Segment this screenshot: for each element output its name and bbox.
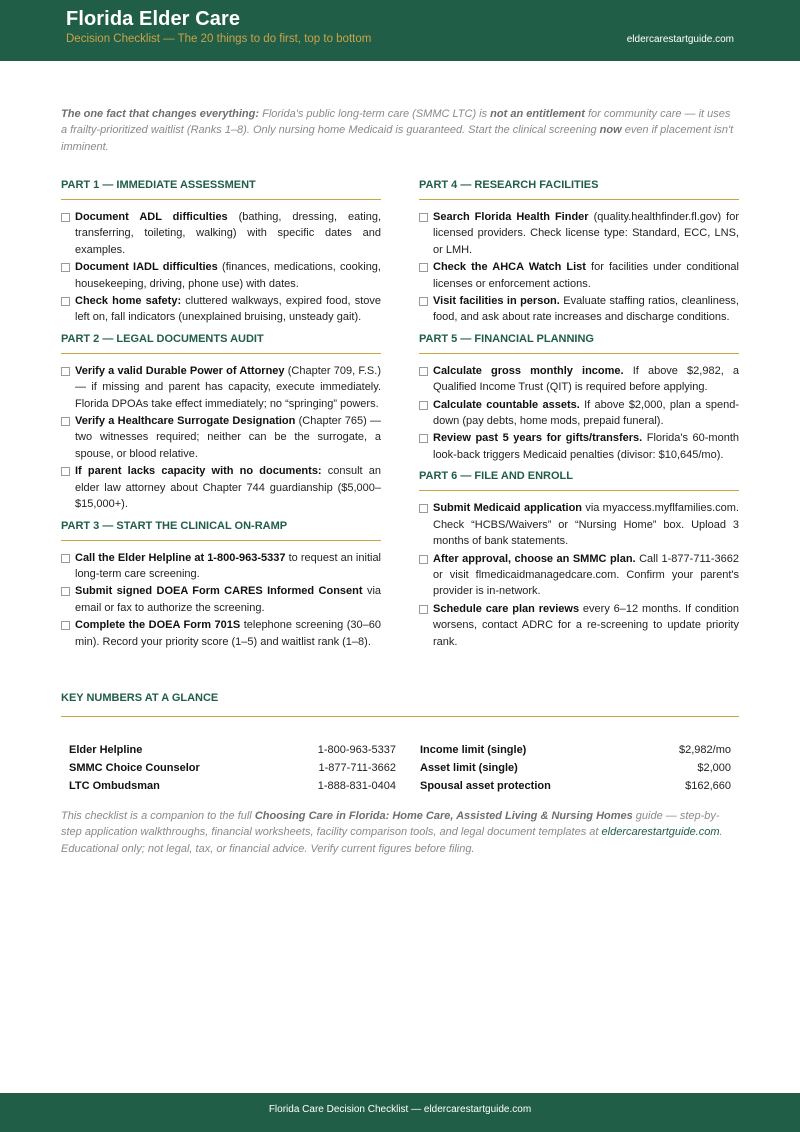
- checkbox-icon[interactable]: [419, 367, 428, 376]
- key-label: Elder Helpline: [69, 744, 143, 756]
- item-bold: Search Florida Health Finder: [433, 211, 589, 223]
- key-value: $162,660: [685, 780, 731, 792]
- item-bold: Calculate countable assets.: [433, 398, 580, 411]
- part-title: PART 2 — LEGAL DOCUMENTS AUDIT: [61, 331, 381, 354]
- checkbox-icon[interactable]: [61, 417, 70, 426]
- item-text: (Chapter 709, F.S.) — if missing and parent has capacity, execute immediately. Florida DPOAs take effect immediately; no “springing” powers.: [75, 364, 381, 410]
- item-text: telephone screening (30–60 min). Record your priority score (1–5) and waitlist rank (1–8).: [75, 619, 381, 648]
- checklist-item[interactable]: [419, 397, 739, 430]
- key-value: 1-888-831-0404: [317, 780, 396, 792]
- item-text: If above $2,000, plan a spend-down (pay debts, home mods, prepaid funeral).: [433, 398, 740, 428]
- item-bold: Verify a valid Durable Power of Attorney: [75, 364, 285, 377]
- checkbox-icon[interactable]: [61, 587, 70, 596]
- key-label: LTC Ombudsman: [69, 780, 160, 792]
- key-value: $2,000: [697, 762, 731, 774]
- item-bold: After approval, choose an SMMC plan.: [433, 552, 636, 565]
- intro-text: for community care — it uses a frailty-prioritized waitlist (Ranks 1–8). Only nursing home Medicaid is guaranteed. Start the clinical screening: [61, 108, 731, 137]
- item-bold: Submit Medicaid application: [433, 502, 583, 515]
- key-label: Asset limit (single): [420, 762, 518, 774]
- footnote-text: This checklist is a companion to the full: [61, 810, 255, 822]
- footnote-text: guide — step-by-step application walkthroughs, financial worksheets, facility comparison tools, and legal document templates at: [61, 810, 720, 839]
- checkbox-icon[interactable]: [419, 555, 428, 564]
- item-bold: Call the Elder Helpline at 1-800-963-5337: [75, 551, 286, 564]
- checkbox-icon[interactable]: [61, 213, 70, 222]
- page-subtitle: Decision Checklist — The 20 things to do first, top to bottom: [66, 33, 372, 45]
- key-numbers-left-table: [69, 741, 396, 795]
- intro-lead: The one fact that changes everything:: [61, 108, 260, 120]
- part-4-section: [419, 177, 739, 326]
- checklist-item[interactable]: [419, 209, 739, 258]
- checkbox-icon[interactable]: [61, 367, 70, 376]
- footnote-paragraph: [61, 808, 739, 857]
- item-bold: Document ADL difficulties: [75, 211, 228, 223]
- item-bold: Complete the DOEA Form 701S: [75, 619, 241, 632]
- checklist-left-column: [61, 177, 381, 655]
- item-text: Call 1-877-711-3662 or visit flmedicaidmanagedcare.com. Confirm your parent's provider is in-network.: [433, 552, 739, 598]
- checkbox-icon[interactable]: [419, 401, 428, 410]
- item-bold: Calculate gross monthly income.: [433, 364, 624, 377]
- checklist-item[interactable]: [61, 363, 381, 412]
- item-text: Evaluate staffing ratios, cleanliness, food, and ask about rate increases and discharge conditions.: [433, 295, 739, 324]
- part-title: PART 1 — IMMEDIATE ASSESSMENT: [61, 177, 381, 200]
- item-text: via myaccess.myflfamilies.com. Check “HCBS/Waivers” or “Nursing Home” box. Upload 3 months of bank statements.: [433, 502, 739, 548]
- key-value: $2,982/mo: [679, 744, 731, 756]
- item-bold: Review past 5 years for gifts/transfers.: [433, 432, 643, 445]
- checklist-item[interactable]: [61, 293, 381, 326]
- item-text: If above $2,982, a Qualified Income Trust (QIT) is required before applying.: [433, 364, 739, 394]
- checklist-item[interactable]: [61, 617, 381, 650]
- item-bold: Check the AHCA Watch List: [433, 261, 586, 274]
- item-text: cluttered walkways, expired food, stove left on, fall indicators (unexplained bruising, unsteady gait).: [75, 295, 381, 324]
- checkbox-icon[interactable]: [61, 554, 70, 563]
- key-row: [69, 759, 396, 777]
- checkbox-icon[interactable]: [61, 263, 70, 272]
- checklist-item[interactable]: [419, 500, 739, 549]
- checklist-item[interactable]: [61, 583, 381, 616]
- key-label: Spousal asset protection: [420, 780, 551, 792]
- checklist-item[interactable]: [419, 601, 739, 650]
- part-title: PART 3 — START THE CLINICAL ON-RAMP: [61, 518, 381, 541]
- item-bold: If parent lacks capacity with no documents:: [75, 465, 322, 478]
- key-numbers-right-table: [420, 741, 731, 795]
- item-text: (finances, medications, cooking, housekeeping, driving, phone use) with dates.: [75, 261, 381, 290]
- header-bar: [0, 0, 800, 61]
- footer-bar: [0, 1093, 800, 1132]
- item-bold: Visit facilities in person.: [433, 295, 560, 308]
- item-text: (Chapter 765) — two witnesses required; neither can be the surrogate, a spouse, or blood relative.: [75, 415, 382, 460]
- key-value: 1-800-963-5337: [317, 744, 396, 756]
- checklist-item[interactable]: [61, 463, 381, 512]
- part-2-section: [61, 331, 381, 513]
- checklist-item[interactable]: [61, 413, 381, 462]
- part-title: PART 6 — FILE AND ENROLL: [419, 468, 739, 491]
- intro-emphasis: not an entitlement: [490, 108, 585, 120]
- guide-title: Choosing Care in Florida: Home Care, Assisted Living & Nursing Homes: [254, 810, 633, 822]
- intro-emphasis: now: [599, 124, 622, 137]
- checkbox-icon[interactable]: [61, 467, 70, 476]
- key-value: 1-877-711-3662: [318, 762, 396, 774]
- footer-text: Florida Care Decision Checklist — eldercarestartguide.com: [268, 1104, 532, 1115]
- item-bold: Schedule care plan reviews: [433, 602, 580, 615]
- part-title: PART 4 — RESEARCH FACILITIES: [419, 177, 739, 200]
- part-5-section: [419, 331, 739, 463]
- item-bold: Submit signed DOEA Form CARES Informed Consent: [75, 585, 363, 598]
- part-3-section: [61, 518, 381, 650]
- part-title: PART 5 — FINANCIAL PLANNING: [419, 331, 739, 354]
- checkbox-icon[interactable]: [419, 297, 428, 306]
- page-title: Florida Elder Care: [66, 8, 241, 30]
- checklist-item[interactable]: [419, 259, 739, 292]
- key-row: [69, 741, 396, 759]
- item-text: via email or fax to authorize the screening.: [75, 585, 382, 614]
- checkbox-icon[interactable]: [419, 504, 428, 513]
- key-label: Income limit (single): [420, 744, 527, 756]
- intro-paragraph: [61, 106, 739, 155]
- key-row: [420, 759, 731, 777]
- part-6-section: [419, 468, 739, 650]
- checklist-item[interactable]: [419, 430, 739, 463]
- item-text: to request an initial long-term care screening.: [75, 551, 381, 580]
- checkbox-icon[interactable]: [61, 621, 70, 630]
- checkbox-icon[interactable]: [61, 297, 70, 306]
- intro-text: Florida's public long-term care (SMMC LTC) is: [259, 108, 491, 120]
- key-row: [420, 741, 731, 759]
- item-text: consult an elder law attorney about Chapter 744 guardianship ($5,000–$15,000+).: [75, 465, 382, 511]
- checkbox-icon[interactable]: [419, 434, 428, 443]
- key-row: [69, 777, 396, 795]
- item-bold: Verify a Healthcare Surrogate Designation: [75, 415, 296, 428]
- key-row: [420, 777, 731, 795]
- item-text: every 6–12 months. If condition worsens, contact ADRC for a re-screening to update priority rank.: [433, 602, 739, 648]
- checkbox-icon[interactable]: [419, 605, 428, 614]
- key-numbers-title: KEY NUMBERS AT A GLANCE: [61, 692, 739, 717]
- checklist-item[interactable]: [61, 259, 381, 292]
- item-bold: Document IADL difficulties: [75, 261, 218, 274]
- checklist-item[interactable]: [419, 363, 739, 396]
- checklist-item[interactable]: [61, 550, 381, 583]
- item-bold: Check home safety:: [75, 295, 182, 308]
- checklist-item[interactable]: [61, 209, 381, 258]
- checkbox-icon[interactable]: [419, 263, 428, 272]
- guide-site-link[interactable]: eldercarestartguide.com: [601, 826, 720, 839]
- item-text: Florida's 60-month look-back triggers Medicaid penalties (divisor: $10,645/mo).: [433, 432, 740, 461]
- checkbox-icon[interactable]: [419, 213, 428, 222]
- item-text: (bathing, dressing, eating, transferring, toileting, walking) with specific dates and examples.: [75, 211, 381, 256]
- checklist-right-column: [419, 177, 739, 655]
- key-label: SMMC Choice Counselor: [69, 762, 200, 774]
- checklist-item[interactable]: [419, 293, 739, 326]
- item-text: (quality.healthfinder.fl.gov) for licensed providers. Check license type: Standard, ECC, LNS, or LMH.: [433, 211, 739, 256]
- item-text: for facilities under conditional licenses or enforcement actions.: [433, 261, 739, 290]
- header-site-link[interactable]: eldercarestartguide.com: [626, 34, 734, 45]
- intro-text: even if placement isn't imminent.: [61, 124, 734, 153]
- checklist-item[interactable]: [419, 551, 739, 600]
- footnote-text: . Educational only; not legal, tax, or financial advice. Verify current figures before filing.: [61, 826, 723, 855]
- part-1-section: [61, 177, 381, 326]
